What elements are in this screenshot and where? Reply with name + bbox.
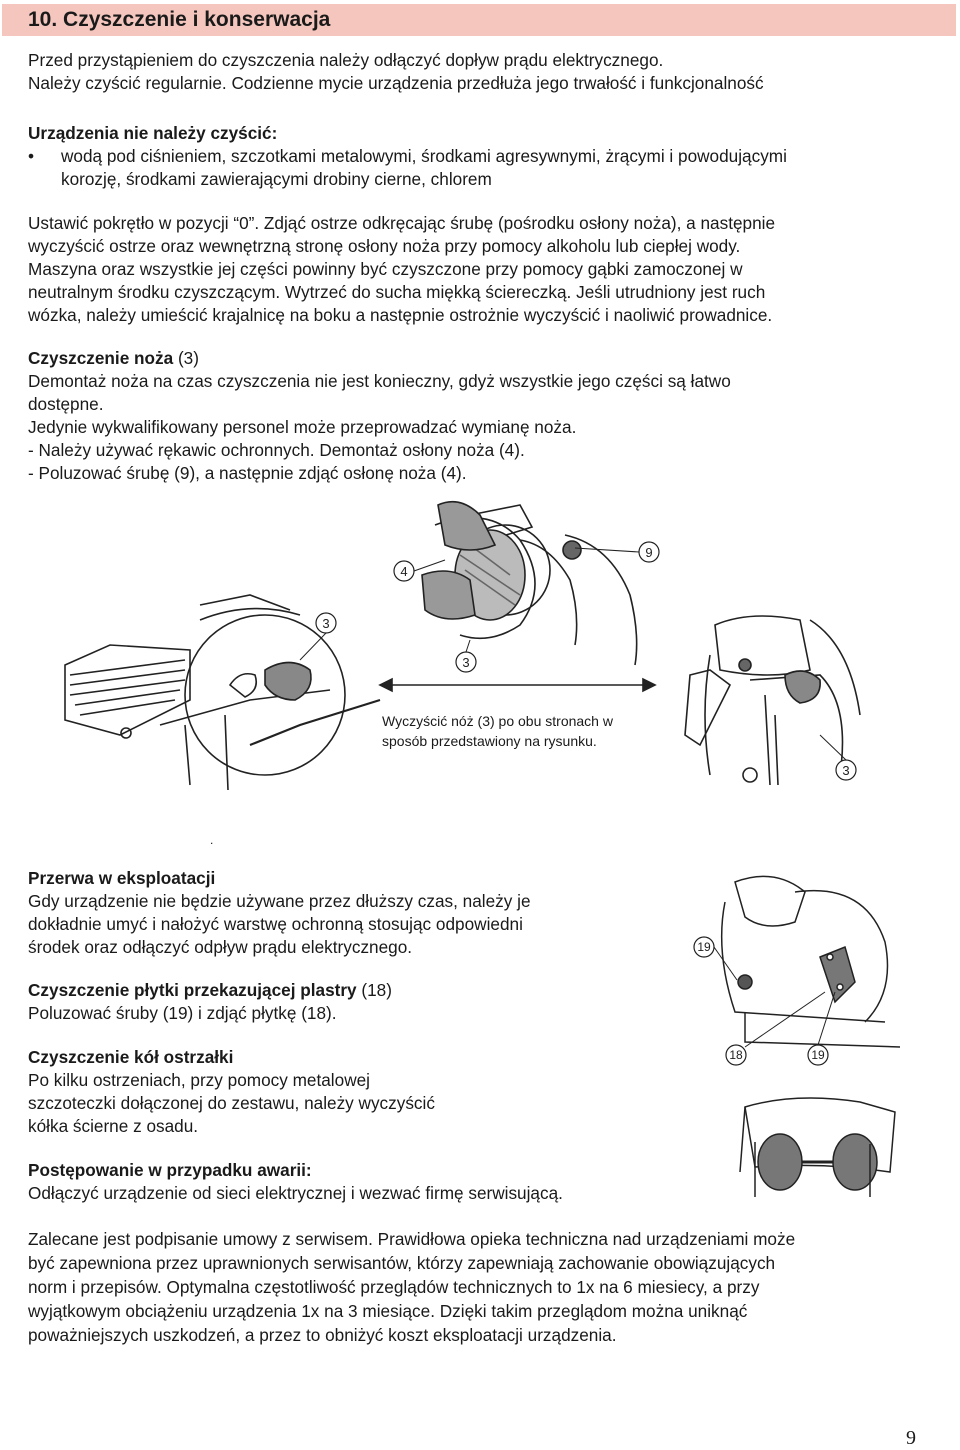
failure-line: Odłączyć urządzenie od sieci elektrycznej i wezwać firmę serwisującą. — [28, 1183, 563, 1203]
knife-line: dostępne. — [28, 394, 104, 414]
bullet-line: korozję, środkami zawierającymi drobiny cierne, chlorem — [61, 169, 492, 189]
break-block — [28, 867, 668, 959]
no-clean-heading: Urządzenia nie należy czyścić: — [28, 123, 278, 143]
break-line: Gdy urządzenie nie będzie używane przez dłuższy czas, należy je — [28, 891, 531, 911]
knife-heading-ref: (3) — [173, 348, 199, 368]
procedure-line: neutralnym środku czyszczącym. Wytrzeć do sucha miękką ściereczką. Jeśli utrudniony jest ruch — [28, 282, 766, 302]
page-number: 9 — [906, 1427, 916, 1449]
service-line: być zapewniona przez uprawnionych serwisantów, którzy zapewniają zachowanie obowiązujących — [28, 1253, 776, 1273]
failure-heading: Postępowanie w przypadku awarii: — [28, 1160, 312, 1180]
stray-dot: . — [210, 833, 214, 847]
plate-line: Poluzować śruby (19) i zdjąć płytkę (18). — [28, 1003, 337, 1023]
callout-3c: 3 — [842, 763, 850, 778]
service-line: poważniejszych uszkodzeń, a przez to obniżyć koszt eksploatacji urządzenia. — [28, 1325, 617, 1345]
sharpener-line: Po kilku ostrzeniach, przy pomocy metalowej — [28, 1070, 370, 1090]
plate-heading: Czyszczenie płytki przekazującej plastry — [28, 980, 357, 1000]
procedure-line: Ustawić pokrętło w pozycji “0”. Zdjąć ostrze odkręcając śrubę (pośrodku osłony noża), a następnie — [28, 213, 776, 233]
knife-line: - Poluzować śrubę (9), a następnie zdjąć osłonę noża (4). — [28, 463, 467, 483]
callout-4: 4 — [400, 564, 408, 579]
break-heading: Przerwa w eksploatacji — [28, 868, 216, 888]
procedure-line: Maszyna oraz wszystkie jej części powinny być czyszczone przy pomocy gąbki zamoczonej w — [28, 259, 743, 279]
callout-19a: 19 — [697, 940, 711, 954]
section-title: 10. Czyszczenie i konserwacja — [28, 8, 331, 31]
callout-3b: 3 — [462, 655, 470, 670]
caption-line: sposób przedstawiony na rysunku. — [382, 733, 597, 749]
sharpener-line: kółka ścierne z osadu. — [28, 1116, 199, 1136]
break-line: dokładnie umyć i nałożyć warstwę ochronną stosując odpowiedni — [28, 914, 523, 934]
failure-block — [28, 1159, 728, 1205]
intro-line: Należy czyścić regularnie. Codzienne mycie urządzenia przedłuża jego trwałość i funkcjonalność — [28, 73, 764, 93]
plate-sharpener-figures — [685, 862, 910, 1207]
bullet-line: wodą pod ciśnieniem, szczotkami metalowymi, środkami agresywnymi, żrącymi i powodującymi — [61, 146, 787, 166]
sharpener-block — [28, 1046, 628, 1138]
service-line: wyjątkowym obciążeniu urządzenia 1x na 3 miesiące. Dzięki takim przeglądom można uniknąć — [28, 1301, 748, 1321]
caption-line: Wyczyścić nóż (3) po obu stronach w — [382, 713, 613, 729]
service-line: Zalecane jest podpisanie umowy z serwisem. Prawidłowa opieka techniczna nad urządzeniami może — [28, 1229, 796, 1249]
procedure-line: wyczyścić ostrze oraz wewnętrzną stronę osłony noża przy pomocy alkoholu lub ciepłej wody. — [28, 236, 741, 256]
callout-9: 9 — [645, 545, 653, 560]
knife-heading: Czyszczenie noża — [28, 348, 174, 368]
procedure-line: wózka, należy umieścić krajalnicę na boku a następnie ostrożnie wyczyścić i naoliwić prowadnice. — [28, 305, 773, 325]
plate-heading-line — [28, 979, 668, 1002]
intro-line: Przed przystąpieniem do czyszczenia należy odłączyć dopływ prądu elektrycznego. — [28, 50, 664, 70]
bullet-symbol: • — [28, 146, 35, 166]
figure-caption — [382, 711, 652, 751]
service-line: norm i przepisów. Optymalna częstotliwość przeglądów technicznych to 1x na 6 miesiecy, a przy — [28, 1277, 760, 1297]
callout-19b: 19 — [811, 1048, 825, 1062]
sharpener-line: szczoteczki dołączonej do zestawu, należy wyczyścić — [28, 1093, 435, 1113]
break-line: środek oraz odłączyć odpływ prądu elektrycznego. — [28, 937, 413, 957]
knife-line: Jedynie wykwalifikowany personel może przeprowadzać wymianę noża. — [28, 417, 577, 437]
callout-3a: 3 — [322, 616, 330, 631]
plate-block — [28, 979, 668, 1025]
sharpener-heading: Czyszczenie kół ostrzałki — [28, 1047, 234, 1067]
service-block — [28, 1227, 933, 1347]
knife-line: Demontaż noża na czas czyszczenia nie jest konieczny, gdyż wszystkie jego części są łatwo — [28, 371, 731, 391]
knife-line: - Należy używać rękawic ochronnych. Demontaż osłony noża (4). — [28, 440, 525, 460]
callout-18: 18 — [729, 1048, 743, 1062]
plate-heading-ref: (18) — [356, 980, 392, 1000]
